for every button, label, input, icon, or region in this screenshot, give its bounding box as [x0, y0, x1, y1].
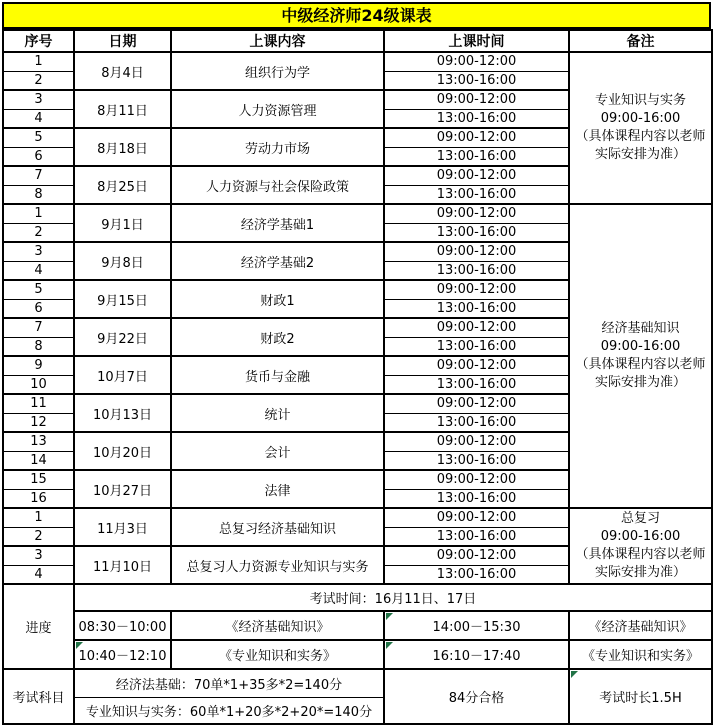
time-cell: 13:00-16:00 [384, 299, 569, 318]
time-cell [384, 640, 569, 669]
remark-line: 09:00-16:00 [600, 529, 681, 544]
seq-cell: 1 [3, 204, 74, 223]
remark-cell [569, 52, 712, 204]
remark-line: 实际安排为准） [594, 565, 686, 580]
seq-cell: 4 [3, 261, 74, 280]
content-cell: 人力资源与社会保险政策 [171, 166, 384, 204]
remark-line: 09:00-16:00 [600, 111, 681, 126]
subject-cell: 《专业知识和实务》 [171, 640, 384, 669]
exam-time-row [3, 584, 712, 611]
seq-cell: 7 [3, 166, 74, 185]
excel-flag-icon [76, 642, 83, 649]
remark-line: （具体课程内容以老师 [575, 547, 706, 562]
time-cell [384, 611, 569, 640]
time-cell [74, 640, 171, 669]
time-cell: 09:00-12:00 [384, 318, 569, 337]
remark-cell [569, 508, 712, 584]
seq-cell: 11 [3, 394, 74, 413]
seq-cell: 5 [3, 280, 74, 299]
content-cell: 人力资源管理 [171, 90, 384, 128]
exam-formula-cell: 经济法基础：70单*1+35多*2=140分 [74, 669, 384, 697]
date-cell: 8月18日 [74, 128, 171, 166]
remark-line: （具体课程内容以老师 [575, 357, 706, 372]
date-cell: 11月3日 [74, 508, 171, 546]
time-cell: 13:00-16:00 [384, 451, 569, 470]
remark-line: 经济基础知识 [601, 321, 680, 336]
date-cell: 11月10日 [74, 546, 171, 584]
date-cell: 10月27日 [74, 470, 171, 508]
seq-cell: 3 [3, 546, 74, 565]
time-cell: 13:00-16:00 [384, 527, 569, 546]
time-cell: 13:00-16:00 [384, 489, 569, 508]
time-cell: 13:00-16:00 [384, 337, 569, 356]
excel-flag-icon [386, 642, 393, 649]
content-cell: 组织行为学 [171, 52, 384, 90]
remark-line: 实际安排为准） [594, 375, 686, 390]
content-cell: 财政1 [171, 280, 384, 318]
time-cell: 09:00-12:00 [384, 52, 569, 71]
time-value: 14:00－15:30 [432, 620, 521, 635]
time-cell: 13:00-16:00 [384, 413, 569, 432]
col-header-note: 备注 [569, 30, 712, 52]
content-cell: 经济学基础2 [171, 242, 384, 280]
table-row [3, 204, 712, 223]
excel-flag-icon [571, 671, 578, 678]
time-cell: 13:00-16:00 [384, 109, 569, 128]
content-cell: 总复习经济基础知识 [171, 508, 384, 546]
time-cell: 09:00-12:00 [384, 394, 569, 413]
seq-cell: 10 [3, 375, 74, 394]
time-cell: 08:30－10:00 [74, 611, 171, 640]
time-cell: 09:00-12:00 [384, 546, 569, 565]
content-cell: 经济学基础1 [171, 204, 384, 242]
seq-cell: 13 [3, 432, 74, 451]
pass-score-cell: 84分合格 [384, 669, 569, 724]
content-cell: 总复习人力资源专业知识与实务 [171, 546, 384, 584]
date-cell: 9月1日 [74, 204, 171, 242]
exam-subject-row [3, 669, 712, 697]
seq-cell: 8 [3, 337, 74, 356]
header-row [3, 30, 712, 52]
seq-cell: 6 [3, 147, 74, 166]
seq-cell: 16 [3, 489, 74, 508]
time-cell: 09:00-12:00 [384, 432, 569, 451]
time-cell: 13:00-16:00 [384, 147, 569, 166]
remark-line: 实际安排为准） [594, 147, 686, 162]
date-cell: 8月4日 [74, 52, 171, 90]
time-cell: 09:00-12:00 [384, 508, 569, 527]
duration-value: 考试时长1.5H [599, 691, 682, 706]
table-row [3, 52, 712, 71]
col-header-time: 上课时间 [384, 30, 569, 52]
date-cell: 9月15日 [74, 280, 171, 318]
time-cell: 13:00-16:00 [384, 185, 569, 204]
time-cell: 13:00-16:00 [384, 375, 569, 394]
subject-cell: 《经济基础知识》 [171, 611, 384, 640]
date-cell: 9月22日 [74, 318, 171, 356]
content-cell: 法律 [171, 470, 384, 508]
time-cell: 09:00-12:00 [384, 356, 569, 375]
page-title: 中级经济师24级课表 [2, 2, 711, 29]
col-header-seq: 序号 [3, 30, 74, 52]
seq-cell: 2 [3, 223, 74, 242]
remark-line: 专业知识与实务 [594, 93, 686, 108]
time-cell: 13:00-16:00 [384, 565, 569, 584]
seq-cell: 5 [3, 128, 74, 147]
time-cell: 09:00-12:00 [384, 280, 569, 299]
schedule-table [2, 29, 713, 725]
seq-cell: 4 [3, 109, 74, 128]
time-cell: 09:00-12:00 [384, 128, 569, 147]
remark-line: （具体课程内容以老师 [575, 129, 706, 144]
remark-cell [569, 204, 712, 508]
exam-section-label: 考试科目 [3, 669, 74, 724]
seq-cell: 1 [3, 52, 74, 71]
seq-cell: 12 [3, 413, 74, 432]
exam-duration-cell [569, 669, 712, 724]
seq-cell: 2 [3, 71, 74, 90]
time-cell: 13:00-16:00 [384, 261, 569, 280]
seq-cell: 14 [3, 451, 74, 470]
seq-cell: 4 [3, 565, 74, 584]
subject-cell: 《经济基础知识》 [569, 611, 712, 640]
col-header-date: 日期 [74, 30, 171, 52]
remark-line: 09:00-16:00 [600, 339, 681, 354]
seq-cell: 3 [3, 90, 74, 109]
content-cell: 劳动力市场 [171, 128, 384, 166]
time-cell: 13:00-16:00 [384, 223, 569, 242]
date-cell: 10月20日 [74, 432, 171, 470]
seq-cell: 9 [3, 356, 74, 375]
content-cell: 会计 [171, 432, 384, 470]
exam-formula-cell: 专业知识与实务：60单*1+20多*2+20*=140分 [74, 697, 384, 724]
time-cell: 13:00-16:00 [384, 71, 569, 90]
content-cell: 统计 [171, 394, 384, 432]
content-cell: 货币与金融 [171, 356, 384, 394]
time-value: 16:10－17:40 [432, 649, 521, 664]
subject-cell: 《专业知识和实务》 [569, 640, 712, 669]
seq-cell: 1 [3, 508, 74, 527]
exam-time-cell: 考试时间：16月11日、17日 [74, 584, 712, 611]
date-cell: 8月25日 [74, 166, 171, 204]
table-row [3, 508, 712, 527]
remark-line: 总复习 [620, 511, 660, 526]
time-cell: 09:00-12:00 [384, 242, 569, 261]
time-cell: 09:00-12:00 [384, 90, 569, 109]
date-cell: 10月7日 [74, 356, 171, 394]
time-value: 10:40－12:10 [78, 649, 167, 664]
progress-row [3, 640, 712, 669]
seq-cell: 8 [3, 185, 74, 204]
col-header-content: 上课内容 [171, 30, 384, 52]
seq-cell: 7 [3, 318, 74, 337]
seq-cell: 2 [3, 527, 74, 546]
date-cell: 8月11日 [74, 90, 171, 128]
time-cell: 09:00-12:00 [384, 470, 569, 489]
progress-label: 进度 [3, 584, 74, 669]
seq-cell: 15 [3, 470, 74, 489]
seq-cell: 3 [3, 242, 74, 261]
time-cell: 09:00-12:00 [384, 204, 569, 223]
progress-row [3, 611, 712, 640]
excel-flag-icon [386, 613, 393, 620]
date-cell: 9月8日 [74, 242, 171, 280]
seq-cell: 6 [3, 299, 74, 318]
content-cell: 财政2 [171, 318, 384, 356]
date-cell: 10月13日 [74, 394, 171, 432]
time-cell: 09:00-12:00 [384, 166, 569, 185]
